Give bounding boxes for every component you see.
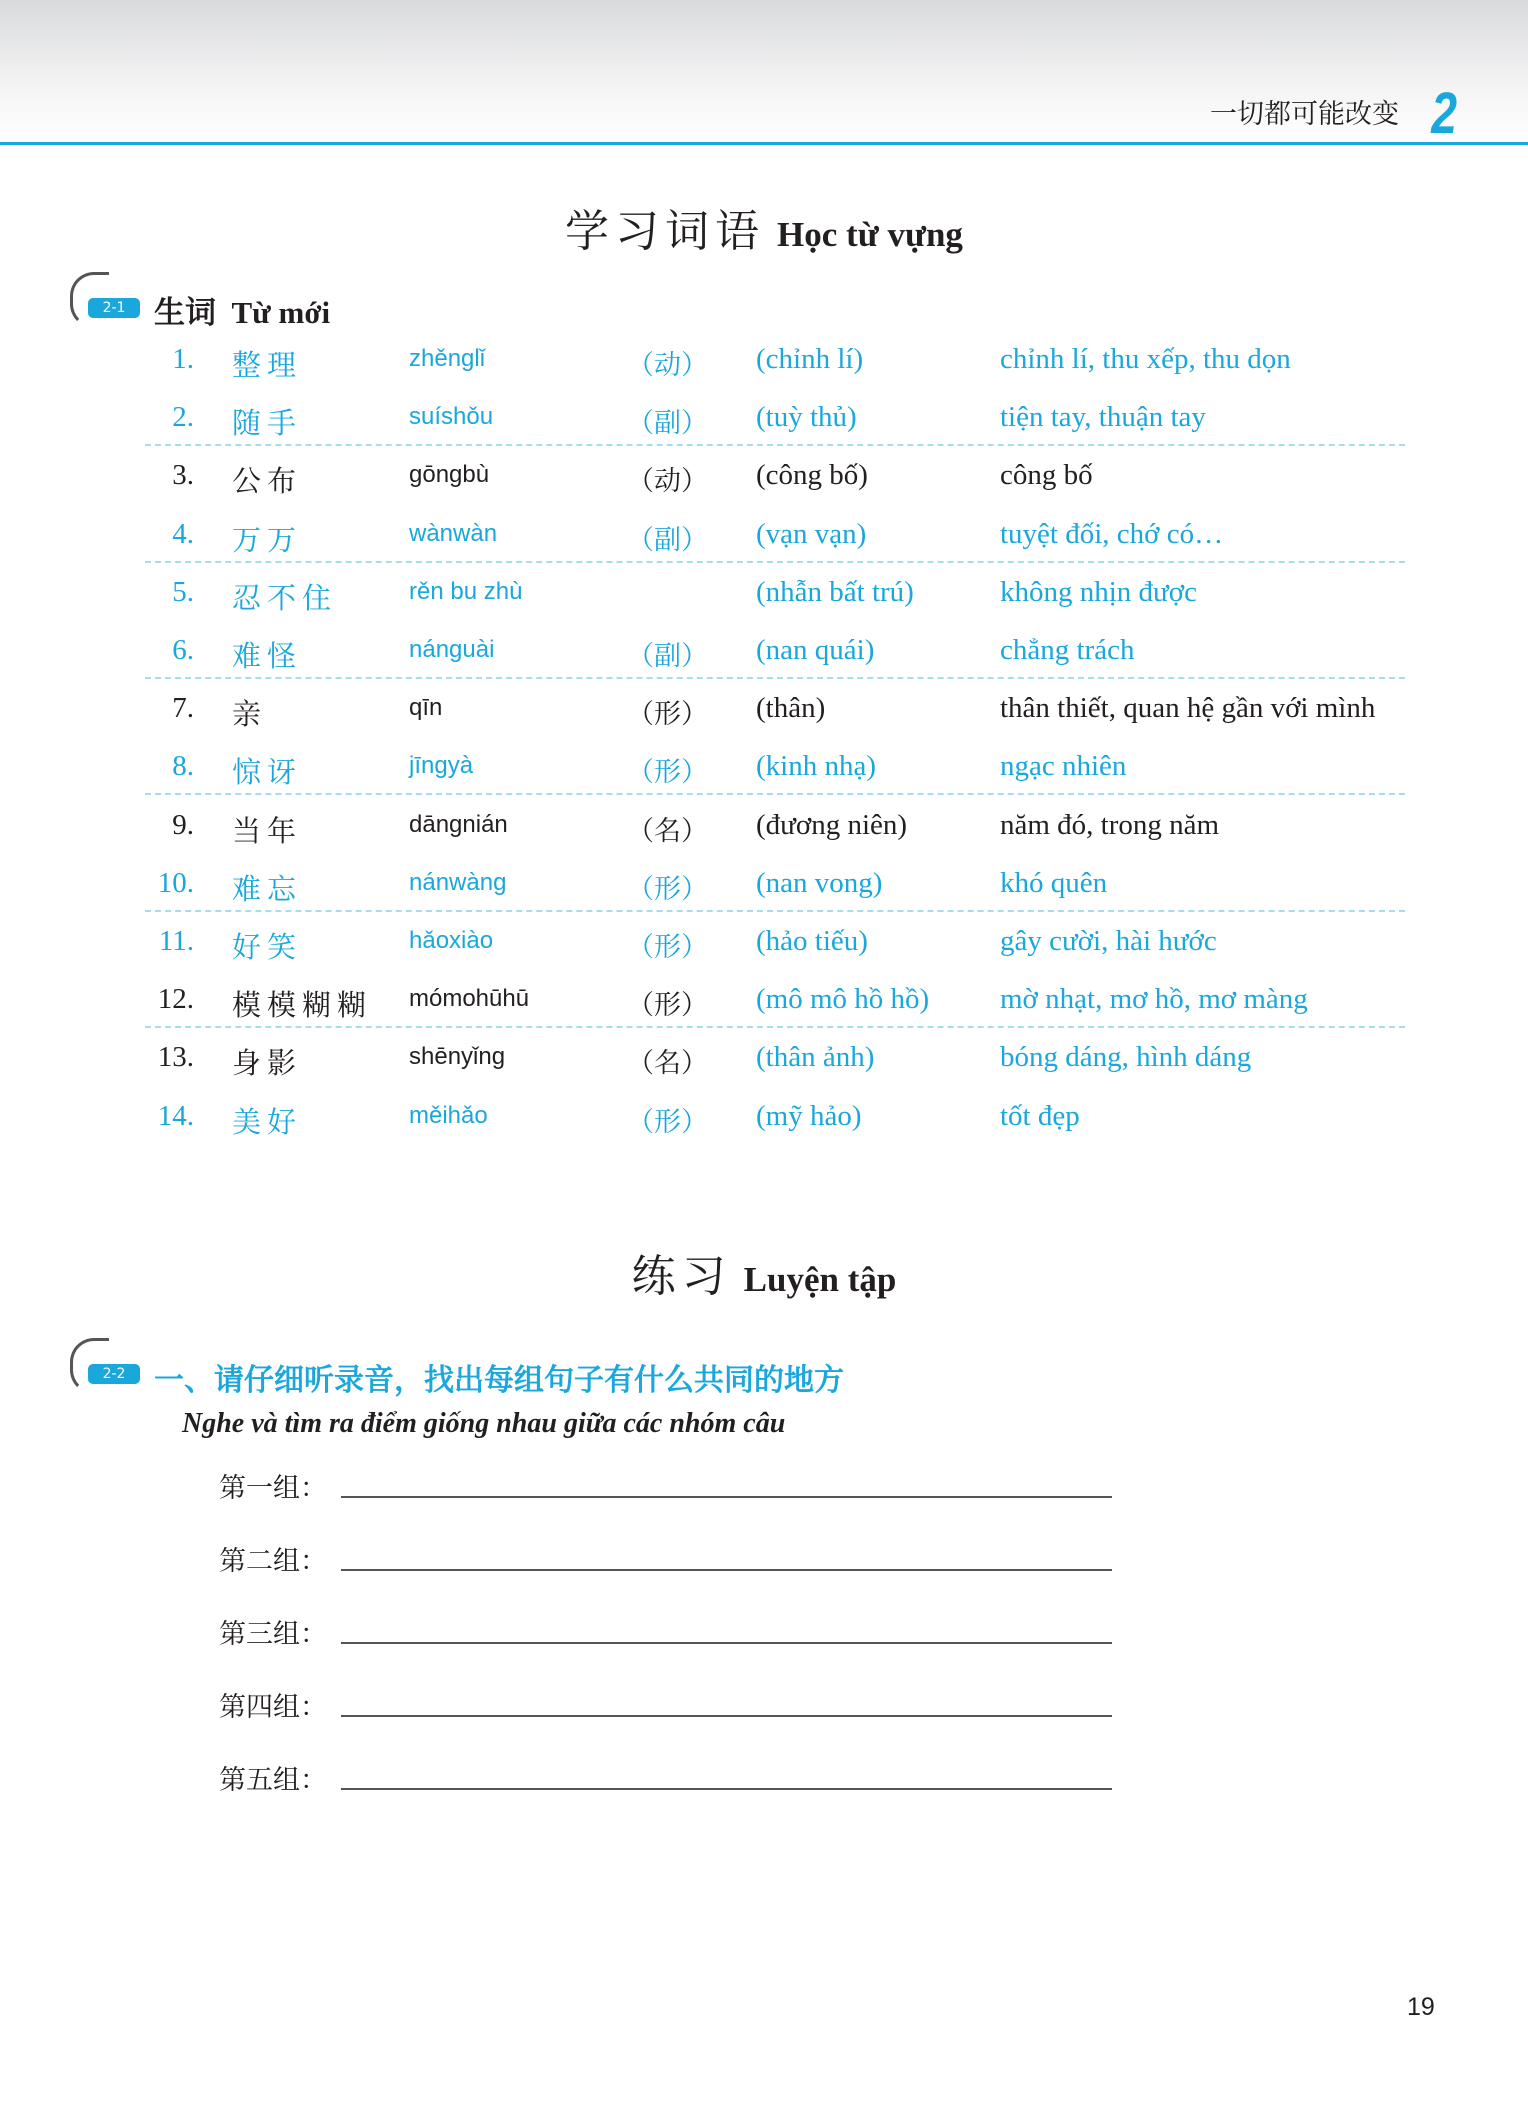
word-pinyin: měihǎo <box>409 1101 488 1129</box>
answer-line[interactable] <box>341 1496 1112 1498</box>
word-hanzi: 好笑 <box>232 930 303 964</box>
word-meaning: khó quên <box>1000 866 1108 899</box>
practice-title-zh: 练习 <box>631 1251 732 1302</box>
chapter-title: 一切都可能改变 <box>1210 99 1399 130</box>
vocab-row <box>0 750 1528 790</box>
word-hanzi: 忍不住 <box>232 580 338 615</box>
word-pinyin: zhěnglǐ <box>409 345 486 372</box>
word-number: 12. <box>157 983 194 1016</box>
word-hanzi: 万万 <box>232 522 303 557</box>
vocab-row <box>0 343 1528 383</box>
word-meaning: mờ nhạt, mơ hồ, mơ màng <box>1000 983 1308 1016</box>
word-meaning: chỉnh lí, thu xếp, thu dọn <box>1000 343 1291 375</box>
word-number: 13. <box>157 1041 194 1074</box>
word-meaning: công bố <box>1000 459 1093 492</box>
word-number: 3. <box>172 459 194 492</box>
exercise-instruction: Nghe và tìm ra điểm giống nhau giữa các nhóm câu <box>182 1408 786 1439</box>
word-pos: （名） <box>627 815 708 847</box>
word-hanzi: 难怪 <box>232 639 303 673</box>
word-number: 8. <box>172 750 194 783</box>
word-hanzi: 整理 <box>232 348 303 382</box>
word-hanviet: (mỹ hảo) <box>756 1099 862 1132</box>
word-pos: （动） <box>627 466 708 498</box>
word-pos: （形） <box>627 1106 708 1138</box>
word-hanzi: 模模糊糊 <box>232 988 373 1023</box>
word-number: 5. <box>172 575 194 608</box>
word-pos: （形） <box>627 990 708 1022</box>
word-number: 4. <box>172 517 194 550</box>
word-hanviet: (nhẫn bất trú) <box>756 575 914 608</box>
word-pinyin: shēnyǐng <box>409 1043 506 1071</box>
word-pinyin: jīngyà <box>409 752 474 780</box>
word-meaning: tuyệt đối, chớ có… <box>1000 517 1224 550</box>
word-pinyin: suíshǒu <box>409 403 494 431</box>
word-number: 14. <box>157 1099 194 1132</box>
word-pos: （名） <box>627 1048 708 1080</box>
word-meaning: gây cười, hài hước <box>1000 925 1217 957</box>
group-label: 第三组： <box>219 1619 327 1650</box>
word-pinyin: hǎoxiào <box>409 927 494 954</box>
word-hanviet: (nan quái) <box>756 634 875 666</box>
vocab-title-vi: Học từ vựng <box>777 215 963 254</box>
word-number: 10. <box>157 866 194 899</box>
word-pos: （形） <box>627 873 708 905</box>
word-pinyin: qīn <box>409 694 443 722</box>
word-pos: （形） <box>627 757 708 789</box>
word-hanviet: (thân ảnh) <box>756 1041 875 1074</box>
new-words-heading <box>154 287 330 332</box>
vocab-row <box>0 459 1528 499</box>
group-label: 第五组： <box>219 1765 327 1796</box>
word-meaning: ngạc nhiên <box>1000 750 1127 783</box>
word-hanzi: 惊讶 <box>232 755 303 790</box>
word-pos: （副） <box>627 641 708 672</box>
word-pos: （形） <box>627 932 708 963</box>
answer-line[interactable] <box>341 1788 1112 1790</box>
practice-title <box>0 1240 1528 1304</box>
word-meaning: năm đó, trong năm <box>1000 808 1220 841</box>
word-meaning: chẳng trách <box>1000 634 1135 666</box>
vocab-row <box>0 983 1528 1023</box>
word-hanviet: (tuỳ thủ) <box>756 401 857 434</box>
word-meaning: tiện tay, thuận tay <box>1000 401 1206 434</box>
vocab-row <box>0 401 1528 441</box>
word-hanviet: (đương niên) <box>756 808 908 841</box>
word-hanviet: (hảo tiếu) <box>756 925 868 957</box>
answer-line[interactable] <box>341 1569 1112 1571</box>
row-divider <box>145 793 1405 795</box>
vocab-title <box>0 195 1528 259</box>
vocab-row <box>0 1100 1528 1140</box>
word-hanviet: (công bố) <box>756 459 868 492</box>
word-meaning: không nhịn được <box>1000 575 1197 608</box>
word-hanzi: 身影 <box>232 1046 303 1081</box>
word-hanzi: 难忘 <box>232 871 303 906</box>
word-pos: （副） <box>627 408 708 440</box>
word-pinyin: gōngbù <box>409 461 490 489</box>
vocab-row <box>0 634 1528 674</box>
vocab-row <box>0 692 1528 732</box>
vocab-row <box>0 1041 1528 1081</box>
vocab-row <box>0 925 1528 965</box>
group-label: 第一组： <box>219 1473 327 1504</box>
audio-headphone-icon[interactable] <box>68 272 148 328</box>
group-label: 第四组： <box>219 1692 327 1723</box>
word-hanzi: 亲 <box>232 697 268 732</box>
word-hanviet: (nan vong) <box>756 866 883 899</box>
vocab-row <box>0 867 1528 907</box>
word-hanzi: 美好 <box>232 1104 303 1139</box>
vocab-row <box>0 809 1528 849</box>
new-words-zh: 生词 <box>154 295 216 331</box>
group-label: 第二组： <box>219 1546 327 1577</box>
word-number: 11. <box>158 925 194 957</box>
word-number: 6. <box>172 634 194 666</box>
audio-headphone-icon[interactable] <box>68 1338 148 1394</box>
word-meaning: thân thiết, quan hệ gần với mình <box>1000 692 1376 725</box>
word-number: 7. <box>172 692 194 725</box>
track-badge: 2-2 <box>88 1364 140 1384</box>
word-pinyin: wànwàn <box>409 519 498 547</box>
word-hanzi: 当年 <box>232 813 303 848</box>
word-hanviet: (mô mô hồ hồ) <box>756 983 930 1016</box>
word-hanviet: (vạn vạn) <box>756 517 867 550</box>
practice-title-vi: Luyện tập <box>743 1260 897 1299</box>
vocab-title-zh: 学习词语 <box>565 206 766 257</box>
word-hanzi: 随手 <box>232 406 303 441</box>
word-number: 2. <box>172 401 194 434</box>
header-rule <box>0 142 1528 145</box>
word-number: 9. <box>172 808 194 841</box>
page-number: 19 <box>1407 1993 1435 2021</box>
word-meaning: tốt đẹp <box>1000 1099 1080 1132</box>
exercise-heading: 一、请仔细听录音，找出每组句子有什么共同的地方 <box>154 1363 844 1398</box>
answer-line[interactable] <box>341 1642 1112 1644</box>
answer-line[interactable] <box>341 1715 1112 1717</box>
word-pos: （动） <box>627 350 708 381</box>
chapter-number: 2 <box>1431 81 1458 146</box>
word-meaning: bóng dáng, hình dáng <box>1000 1041 1252 1074</box>
track-badge: 2-1 <box>88 298 140 318</box>
vocab-row <box>0 518 1528 558</box>
vocab-row <box>0 576 1528 616</box>
word-hanzi: 公布 <box>232 464 303 499</box>
word-hanviet: (chỉnh lí) <box>756 343 864 375</box>
word-pos: （副） <box>627 524 708 556</box>
word-number: 1. <box>172 343 194 375</box>
row-divider <box>145 444 1405 446</box>
row-divider <box>145 1026 1405 1028</box>
word-hanviet: (kinh nhạ) <box>756 750 876 783</box>
row-divider <box>145 561 1405 563</box>
word-pinyin: nánguài <box>409 636 495 663</box>
new-words-vi: Từ mới <box>231 295 331 330</box>
word-pinyin: mómohūhū <box>409 985 530 1013</box>
row-divider <box>145 677 1405 679</box>
row-divider <box>145 910 1405 912</box>
word-pos: （形） <box>627 699 708 731</box>
word-hanviet: (thân) <box>756 692 826 725</box>
word-pinyin: dāngnián <box>409 810 508 838</box>
word-pinyin: nánwàng <box>409 868 507 896</box>
word-pinyin: rěn bu zhù <box>409 577 523 605</box>
